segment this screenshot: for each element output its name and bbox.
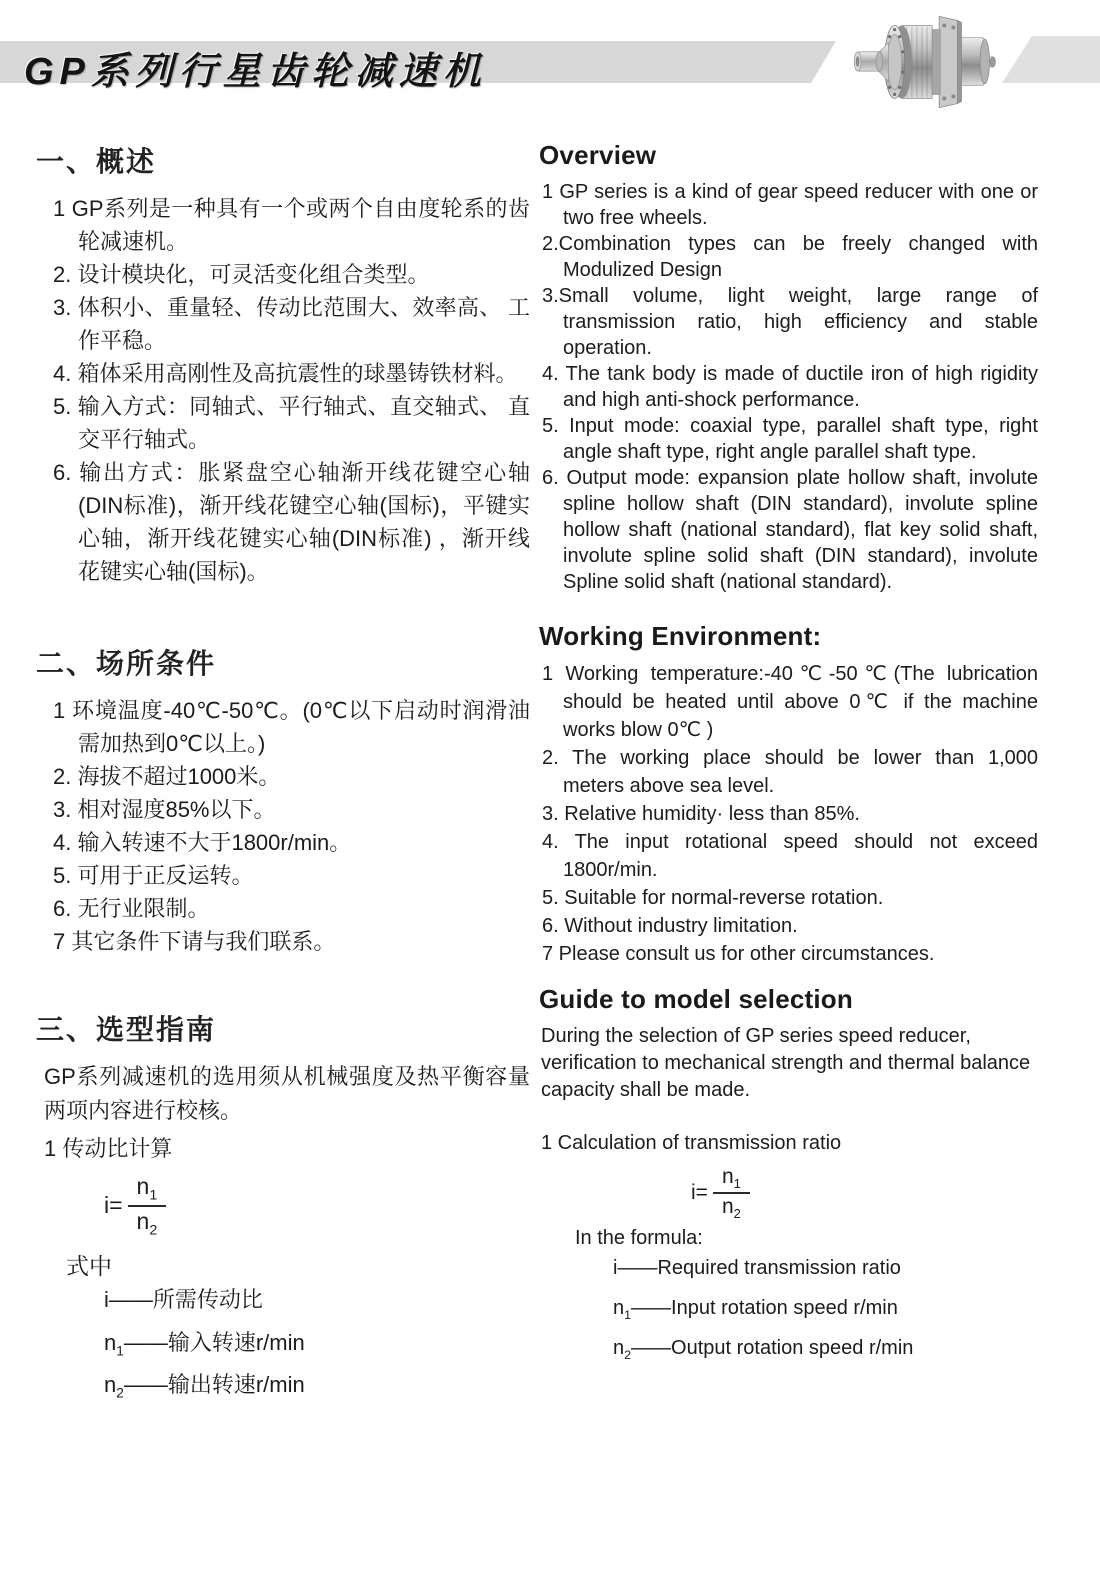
- list-item: 4. 输入转速不大于1800r/min。: [53, 830, 352, 855]
- list-item: 6. 输出方式：胀紧盘空心轴渐开线花键空心轴(DIN标准)，渐开线花键空心轴(国标)，平键实心轴，渐开线花键实心轴(DIN标准) ，渐开线花键实心轴(国标)。: [53, 460, 530, 584]
- english-column: [533, 140, 1038, 1372]
- selection-subheading-cn: 1 传动比计算: [44, 1136, 173, 1161]
- transmission-ratio-formula-en: [691, 1165, 1038, 1221]
- definition-line: i——所需传动比: [104, 1287, 263, 1313]
- selection-subheading-en: 1 Calculation of transmission ratio: [541, 1132, 842, 1154]
- section-heading-overview-en: Overview: [539, 140, 657, 170]
- list-item: 4. The tank body is made of ductile iron of high rigidity and high anti-shock performance.: [542, 363, 1038, 411]
- list-item: 5. Input mode: coaxial type, parallel shaft type, right angle shaft type, right angle parallel shaft type.: [542, 415, 1038, 463]
- formula-numerator: $n_1$: [713, 1165, 750, 1194]
- list-item: 4. The input rotational speed should not exceed 1800r/min.: [542, 831, 1038, 881]
- list-item: 4. 箱体采用高刚性及高抗震性的球墨铸铁材料。: [53, 361, 518, 386]
- definition-line: $n_1——$输入转速r/min: [104, 1329, 305, 1358]
- list-item: 6. 无行业限制。: [53, 896, 210, 921]
- section-heading-selection-cn: 三、选型指南: [36, 1014, 217, 1045]
- header-band-accent: [1002, 36, 1100, 83]
- definition-line: $n_2——Output$ rotation speed r/min: [613, 1337, 914, 1363]
- list-item: 2. 海拔不超过1000米。: [53, 764, 281, 789]
- selection-intro-cn: GP系列减速机的选用须从机械强度及热平衡容量两项内容进行校核。: [44, 1064, 530, 1123]
- where-label-en: In the formula:: [575, 1227, 703, 1250]
- list-item: 3. 体积小、重量轻、传动比范围大、效率高、 工作平稳。: [53, 295, 530, 353]
- transmission-ratio-formula-cn: [104, 1173, 530, 1238]
- section-heading-selection-en: Guide to model selection: [539, 984, 853, 1014]
- list-item: 1 GP系列是一种具有一个或两个自由度轮系的齿轮减速机。: [53, 196, 530, 254]
- formula-lhs: i=: [104, 1192, 123, 1219]
- formula-fraction: [128, 1173, 167, 1238]
- list-item: 5. Suitable for normal-reverse rotation.: [542, 887, 884, 909]
- definition-line: $n_2——$输出转速r/min: [104, 1371, 305, 1401]
- list-item: 5. 可用于正反运转。: [53, 863, 254, 888]
- page-title: GP系列行星齿轮减速机: [24, 51, 487, 93]
- list-item: 3. 相对湿度85%以下。: [53, 797, 276, 822]
- list-item: 2.Combination types can be freely changed with Modulized Design: [542, 233, 1038, 281]
- formula-lhs: i=: [691, 1181, 708, 1205]
- list-item: 7 其它条件下请与我们联系。: [53, 929, 336, 954]
- formula-numerator: $n_1$: [128, 1173, 167, 1207]
- gear-reducer-image: [848, 6, 1000, 118]
- list-item: 3. Relative humidity· less than 85%.: [542, 803, 860, 825]
- definition-line: $n_1——Input$ rotation speed r/min: [613, 1297, 898, 1323]
- section-heading-environment-en: Working Environment:: [539, 621, 822, 651]
- list-item: 6. Without industry limitation.: [542, 915, 798, 937]
- list-item: 7 Please consult us for other circumstances.: [542, 943, 935, 965]
- list-item: 1 GP series is a kind of gear speed reducer with one or two free wheels.: [542, 181, 1038, 229]
- list-item: 5. 输入方式：同轴式、平行轴式、直交轴式、 直交平行轴式。: [53, 394, 530, 452]
- section-heading-overview-cn: 一、概述: [36, 146, 157, 177]
- list-item: 2. 设计模块化，可灵活变化组合类型。: [53, 262, 430, 287]
- formula-denominator: $n_2$: [721, 1195, 741, 1222]
- list-item: 1 环境温度-40℃-50℃。(0℃以下启动时润滑油需加热到0℃以上。): [53, 698, 530, 756]
- selection-intro-en: During the selection of GP series speed reducer, verification to mechanical strength and thermal balance capacity shall be made.: [541, 1025, 1031, 1101]
- list-item: 2. The working place should be lower than 1,000 meters above sea level.: [542, 747, 1038, 797]
- formula-fraction: [713, 1165, 750, 1221]
- where-label-cn: 式中: [66, 1253, 112, 1280]
- formula-denominator: $n_2$: [136, 1207, 158, 1239]
- section-heading-environment-cn: 二、场所条件: [36, 648, 217, 679]
- definition-line: i——Required transmission ratio: [613, 1257, 901, 1280]
- list-item: 3.Small volume, light weight, large range of transmission ratio, high efficiency and stable operation.: [542, 285, 1038, 359]
- chinese-column: [36, 140, 530, 1410]
- list-item: 6. Output mode: expansion plate hollow shaft, involute spline hollow shaft (DIN standard), involute spline hollow shaft (national standard), flat key solid shaft, involute spline solid shaft (DIN standard), involute Spline solid shaft (national standard).: [542, 467, 1038, 593]
- list-item: 1 Working temperature:-40℃-50℃(The lubrication should be heated until above 0℃ if the machine works blow 0℃ ): [542, 663, 1038, 741]
